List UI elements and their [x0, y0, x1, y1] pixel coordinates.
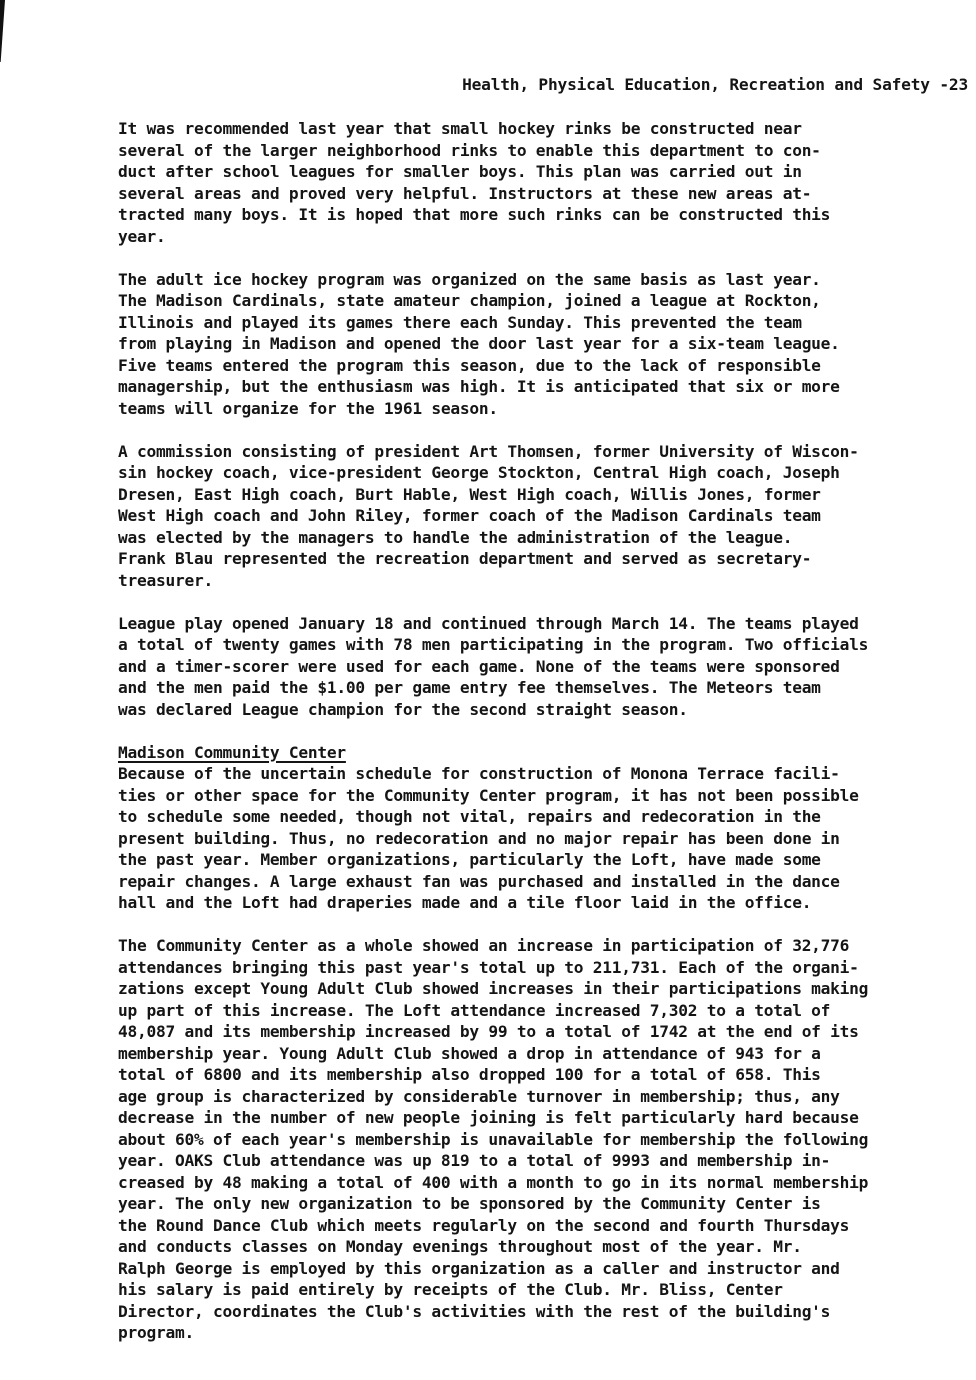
text-line: Five teams entered the program this season, due to the lack of responsible	[118, 355, 821, 375]
text-line: attendances bringing this past year's total up to 211,731. Each of the organi-	[118, 957, 859, 977]
text-line: age group is characterized by considerable turnover in membership; thus, any	[118, 1086, 840, 1106]
text-line: his salary is paid entirely by receipts of the Club. Mr. Bliss, Center	[118, 1280, 783, 1299]
text-line: up part of this increase. The Loft attendance increased 7,302 to a total of	[118, 1000, 831, 1020]
text-line: was elected by the managers to handle the administration of the league.	[118, 527, 793, 547]
text-line: total of 6800 and its membership also dropped 100 for a total of 658. This	[118, 1065, 821, 1084]
text-line: Ralph George is employed by this organization as a caller and instructor and	[118, 1258, 840, 1278]
text-line: Director, coordinates the Club's activities with the rest of the building's	[118, 1301, 831, 1321]
text-line: Frank Blau represented the recreation department and served as secretary-	[118, 549, 812, 568]
text-line: West High coach and John Riley, former coach of the Madison Cardinals team	[118, 506, 821, 525]
text-line: sin hockey coach, vice-president George Stockton, Central High coach, Joseph	[118, 463, 840, 482]
text-line: creased by 48 making a total of 400 with a month to go in its normal membership	[118, 1172, 869, 1192]
paragraph-adult-hockey	[118, 269, 970, 420]
text-line: year.	[118, 226, 166, 246]
running-head: Health, Physical Education, Recreation and Safety -23	[462, 75, 968, 94]
text-line: repair changes. A large exhaust fan was purchased and installed in the dance	[118, 871, 840, 891]
section-madison-community-center	[118, 742, 970, 914]
paragraph-league-play	[118, 613, 970, 721]
body-text	[118, 118, 970, 1365]
text-line: year. The only new organization to be sponsored by the Community Center is	[118, 1194, 821, 1213]
text-line: League play opened January 18 and continued through March 14. The teams played	[118, 613, 859, 633]
text-line: zations except Young Adult Club showed increases in their participations making	[118, 979, 869, 998]
text-line: several areas and proved very helpful. Instructors at these new areas at-	[118, 183, 812, 203]
text-line: Because of the uncertain schedule for construction of Monona Terrace facili-	[118, 764, 840, 783]
text-line: the Round Dance Club which meets regularly on the second and fourth Thursdays	[118, 1215, 850, 1235]
text-line: decrease in the number of new people joining is felt particularly hard because	[118, 1108, 859, 1127]
text-line: membership year. Young Adult Club showed a drop in attendance of 943 for a	[118, 1043, 821, 1063]
text-line: present building. Thus, no redecoration and no major repair has been done in	[118, 828, 840, 848]
scan-edge-mark	[0, 0, 5, 62]
text-line: was declared League champion for the second straight season.	[118, 699, 688, 719]
text-line: A commission consisting of president Art Thomsen, former University of Wiscon-	[118, 441, 859, 461]
text-line: and a timer-scorer were used for each game. None of the teams were sponsored	[118, 656, 840, 676]
text-line: program.	[118, 1323, 194, 1342]
paragraph-small-rinks	[118, 118, 970, 247]
text-line: to schedule some needed, though not vital, repairs and redecoration in the	[118, 807, 821, 826]
text-line: and the men paid the $1.00 per game entry fee themselves. The Meteors team	[118, 678, 821, 697]
text-line: the past year. Member organizations, particularly the Loft, have made some	[118, 850, 821, 869]
text-line: managership, but the enthusiasm was high. It is anticipated that six or more	[118, 377, 840, 396]
text-line: several of the larger neighborhood rinks to enable this department to con-	[118, 140, 821, 160]
text-line: about 60% of each year's membership is unavailable for membership the following	[118, 1129, 869, 1149]
text-line: tracted many boys. It is hoped that more such rinks can be constructed this	[118, 205, 831, 224]
text-line: Dresen, East High coach, Burt Hable, West High coach, Willis Jones, former	[118, 484, 821, 504]
text-line: The Community Center as a whole showed an increase in participation of 32,776	[118, 936, 850, 955]
text-line: The Madison Cardinals, state amateur champion, joined a league at Rockton,	[118, 291, 821, 310]
text-line: 48,087 and its membership increased by 99 to a total of 1742 at the end of its	[118, 1022, 859, 1041]
text-line: duct after school leagues for smaller boys. This plan was carried out in	[118, 162, 802, 181]
text-line: from playing in Madison and opened the door last year for a six-team league.	[118, 334, 840, 353]
paragraph-commission	[118, 441, 970, 592]
text-line: a total of twenty games with 78 men participating in the program. Two officials	[118, 635, 869, 654]
section-heading: Madison Community Center	[118, 742, 346, 762]
text-line: ties or other space for the Community Center program, it has not been possible	[118, 785, 859, 805]
text-line: Illinois and played its games there each Sunday. This prevented the team	[118, 312, 802, 332]
paragraph-community-center-attendance	[118, 935, 970, 1344]
text-line: and conducts classes on Monday evenings throughout most of the year. Mr.	[118, 1237, 802, 1256]
text-line: It was recommended last year that small hockey rinks be constructed near	[118, 119, 802, 138]
text-line: year. OAKS Club attendance was up 819 to a total of 9993 and membership in-	[118, 1151, 831, 1170]
text-line: The adult ice hockey program was organized on the same basis as last year.	[118, 269, 821, 289]
text-line: teams will organize for the 1961 season.	[118, 398, 498, 418]
text-line: hall and the Loft had draperies made and a tile floor laid in the office.	[118, 893, 812, 912]
text-line: treasurer.	[118, 570, 213, 590]
